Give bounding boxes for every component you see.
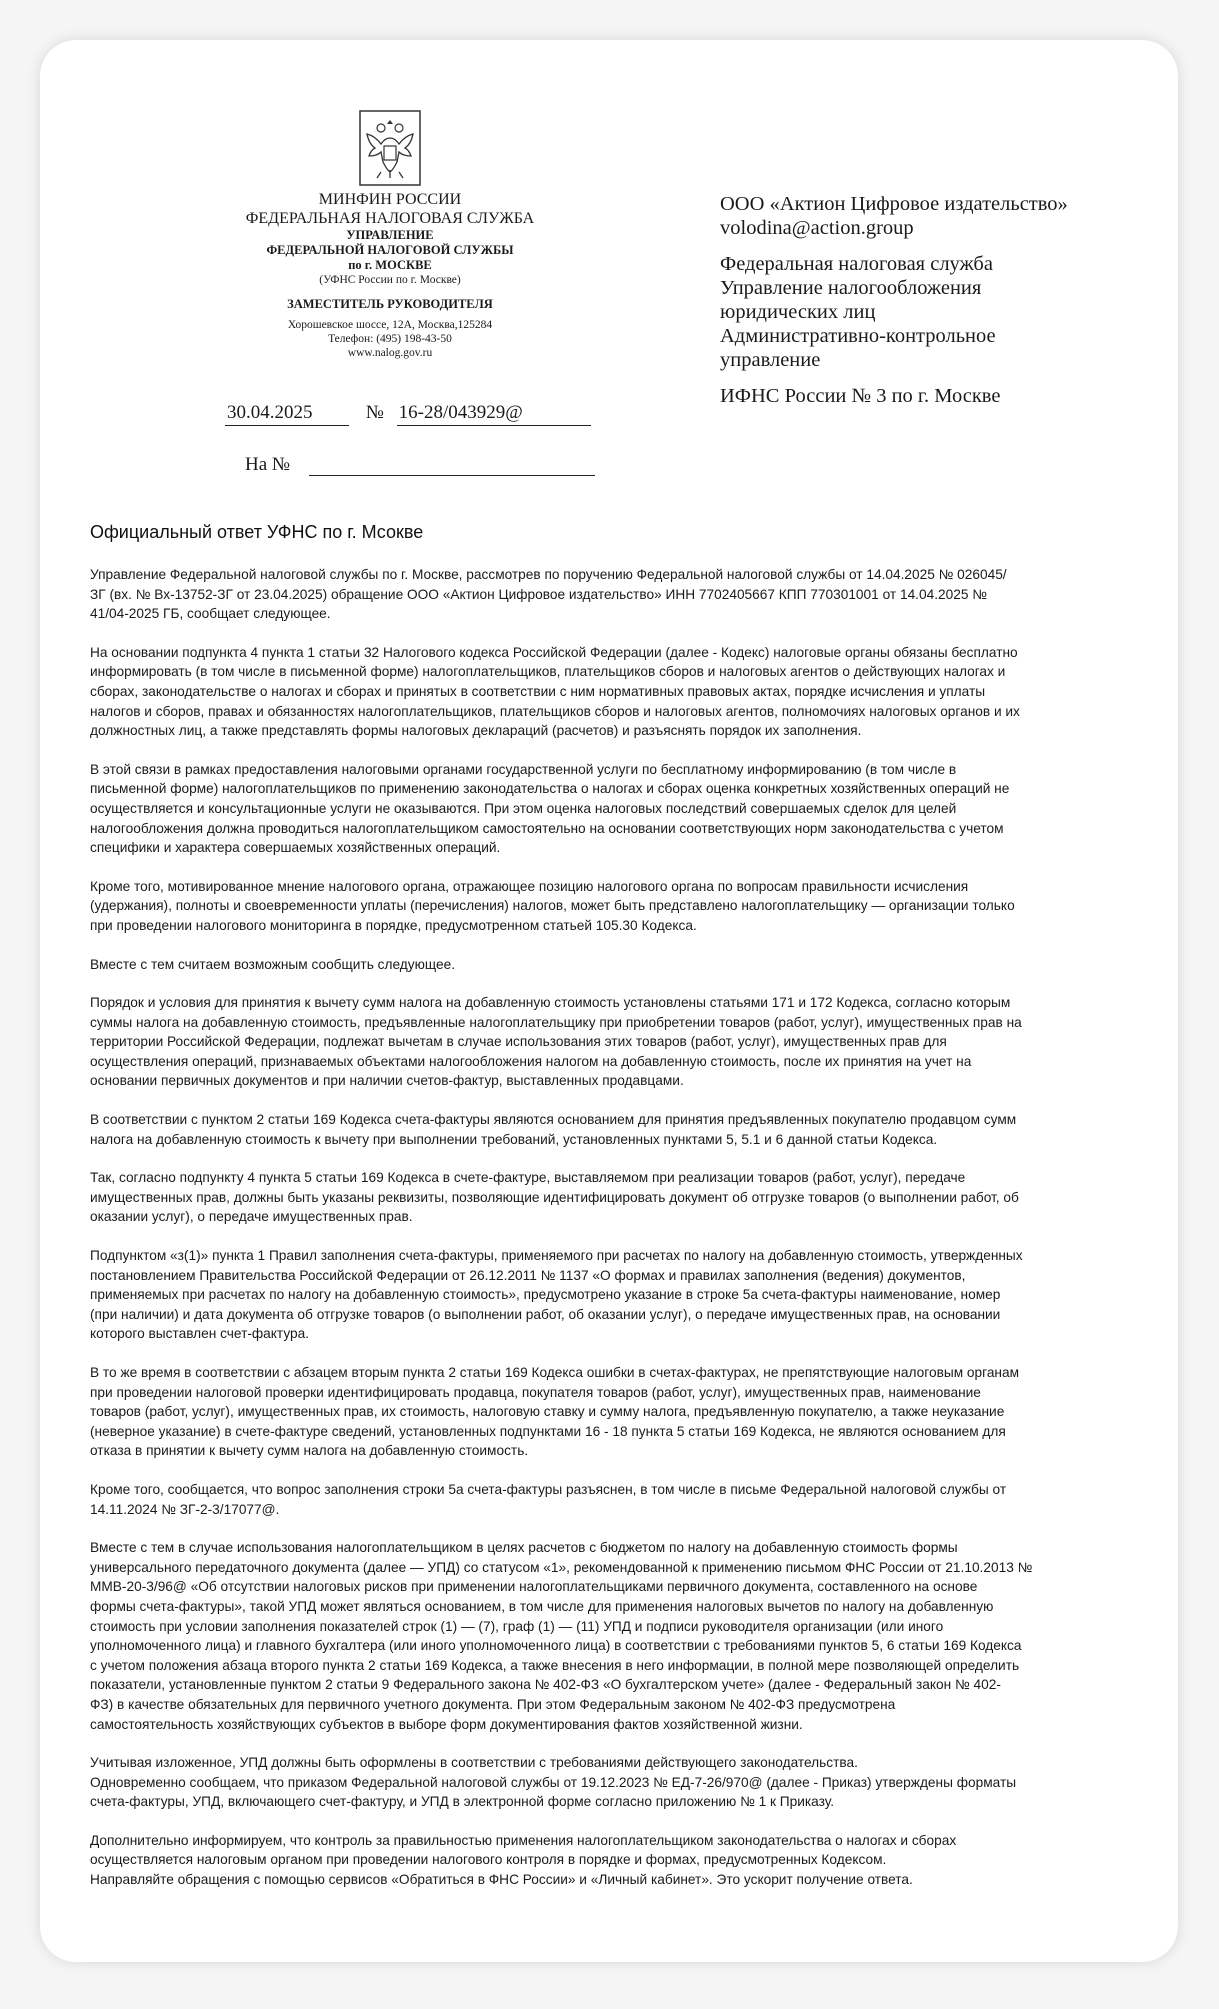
document-sheet <box>40 40 1178 1962</box>
paragraph-line: счета-фактуры, УПД, включающего счет-фактуру, и УПД в электронной форме согласно приложению № 1 к Приказу. <box>90 1794 835 1810</box>
paragraph <box>90 760 1130 858</box>
paragraph-line: ФЗ) в качестве обязательных для первичного учетного документа. При этом Федеральным законом № 402-ФЗ предусмотрена <box>90 1696 896 1712</box>
ministry-name: МИНФИН РОССИИ <box>318 191 462 208</box>
recipient-email: volodina@action.group <box>720 217 914 239</box>
paragraph-line: В этой связи в рамках предоставления налоговыми органами государственной услуги по бесплатному информированию (в том числе в <box>90 761 957 777</box>
paragraph <box>90 955 1130 975</box>
document-title: Официальный ответ УФНС по г. Мсокве <box>90 522 424 542</box>
paragraph-line: территории Российской Федерации, подлежат вычетам в случае использования этих товаров (работ, услуг), имущественных прав для <box>90 1034 947 1050</box>
paragraph <box>90 1363 1130 1461</box>
paragraph-line: специфики и характера совершаемых хозяйственных операций. <box>90 840 501 856</box>
registration-row <box>225 402 591 426</box>
paragraph-line: должностных лиц, а также представлять формы налоговых деклараций (расчетов) и разъяснять порядок их заполнения. <box>90 723 862 739</box>
paragraph-line: налога на добавленную стоимость к вычету при выполнении требований, установленных пунктами 5, 5.1 и 6 данной статьи Кодекса. <box>90 1131 938 1147</box>
paragraph-line: Одновременно сообщаем, что приказом Федеральной налоговой службы от 19.12.2023 № ЕД-7-26/970@ (далее - Приказ) утверждены форматы <box>90 1774 1017 1790</box>
paragraph-line: основании первичных документов и при наличии счетов-фактур, выставленных продавцами. <box>90 1073 684 1089</box>
registration-number: 16-28/043929@ <box>397 402 591 426</box>
dept-abbreviation: (УФНС России по г. Москве) <box>319 274 461 286</box>
paragraph <box>90 1753 1130 1812</box>
paragraph-line: с учетом положения абзаца второго пункта 2 статьи 169 Кодекса, а также внесения в него информации, в полной мере позволяющей определить <box>90 1657 1020 1673</box>
recipient-dept-line: управление <box>720 349 821 371</box>
paragraph-line: 14.11.2024 № ЗГ-2-3/17077@. <box>90 1501 280 1517</box>
paragraph-line: стоимость при условии заполнения показателей строк (1) — (7), граф (1) — (11) УПД и подписи руководителя организации (или иного <box>90 1618 944 1634</box>
paragraph-line: при проведении налогового мониторинга в порядке, предусмотренном статьей 105.30 Кодекса. <box>90 917 697 933</box>
paragraph-line: Порядок и условия для принятия к вычету сумм налога на добавленную стоимость установлены статьями 171 и 172 Кодекса, согласно которым <box>90 995 1011 1011</box>
paragraph-line: Так, согласно подпункту 4 пункта 5 статьи 169 Кодекса в счете-фактуре, выставляемом при реализации товаров (работ, услуг), передаче <box>90 1170 966 1186</box>
paragraph-line: оказании услуг), о передаче имущественных прав. <box>90 1209 413 1225</box>
paragraph-line: Подпунктом «з(1)» пункта 1 Правил заполнения счета-фактуры, применяемого при расчетах по налогу на добавленную стоимость, утвержденных <box>90 1248 1023 1264</box>
paragraph-line: ЗГ (вх. № Вх-13752-ЗГ от 23.04.2025) обращение ООО «Актион Цифровое издательство» ИНН 7702405667 КПП 770301001 от 14.04.2025 № <box>90 586 987 602</box>
paragraph-line: имущественных прав, должны быть указаны реквизиты, позволяющие идентифицировать документ об отгрузке товаров (о выполнении работ, об <box>90 1189 1019 1205</box>
paragraph-line: В то же время в соответствии с абзацем вторым пункта 2 статьи 169 Кодекса ошибки в счетах-фактурах, не препятствующие налоговым органам <box>90 1365 1020 1380</box>
paragraph-line: письменной форме) налогоплательщиков по применению законодательства о налогах и сборах оценка конкретных хозяйственных операций не <box>90 781 1010 797</box>
paragraph <box>90 1168 1130 1227</box>
paragraph-line: осуществляется налоговым органом при проведении налогового контроля в порядке и формах, предусмотренных Кодексом. <box>90 1852 887 1868</box>
reference-row <box>245 452 595 476</box>
paragraph-line: (при наличии) и дата документа об отгрузке товаров (о выполнении работ, об оказании услуг), о передаче имущественных прав, на основании <box>90 1306 1001 1322</box>
recipient-dept-line: юридических лиц <box>720 301 876 323</box>
paragraph-line: отказа в принятии к вычету сумм налога на добавленную стоимость. <box>90 1443 529 1459</box>
paragraph-line: сборах, законодательстве о налогах и сборах и принятых в соответствии с ним нормативных правовых актах, порядке исчисления и уплаты <box>90 683 986 699</box>
paragraph-line: уполномоченного лица) и главного бухгалтера (или иного уполномоченного лица) в соответствии с требованиями пунктов 5, 6 статьи 169 Кодекса <box>90 1638 1022 1654</box>
paragraph-line: ММВ-20-3/96@ «Об отсутствии налоговых рисков при применении налогоплательщиками первичного документа, составленного на основе <box>90 1579 978 1595</box>
paragraph <box>90 643 1130 741</box>
paragraph-line: налогообложения должна проводиться налогоплательщиком самостоятельно на основании соответствующих норм законодательства с учетом <box>90 820 1004 836</box>
recipient-org: ООО «Актион Цифровое издательство» <box>720 193 1068 215</box>
dept-line-1: УПРАВЛЕНИЕ <box>346 228 434 242</box>
recipient-dept-line: Управление налогообложения <box>720 277 982 299</box>
paragraph <box>90 877 1130 936</box>
paragraph-line: универсального передаточного документа (далее — УПД) со статусом «1», рекомендованной к применению письмом ФНС России от 21.10.2013 № <box>90 1559 1033 1575</box>
paragraph-line: самостоятельность хозяйствующих субъектов в выборе форм документирования фактов хозяйственной жизни. <box>90 1716 803 1732</box>
paragraph-line: Вместе с тем считаем возможным сообщить следующее. <box>90 956 456 972</box>
recipient-dept-line: Федеральная налоговая служба <box>720 253 993 275</box>
paragraph-line: (удержания), полноты и своевременности уплаты (перечисления) налогов, может быть представлено налогоплательщику — организации только <box>90 898 1015 914</box>
dept-line-3: по г. МОСКВЕ <box>348 258 432 272</box>
signatory-position: ЗАМЕСТИТЕЛЬ РУКОВОДИТЕЛЯ <box>287 297 493 311</box>
document-body <box>90 522 1130 1909</box>
paragraph-line: постановлением Правительства Российской Федерации от 26.12.2011 № 1137 «О формах и правилах заполнения (ведения) документов, <box>90 1267 966 1283</box>
paragraph-line: осуществления операций, признаваемых объектами налогообложения налогом на добавленную стоимость, после их принятия на учет на <box>90 1053 972 1069</box>
recipient-inspection: ИФНС России № 3 по г. Москве <box>720 385 1001 407</box>
paragraph-line: информировать (в том числе в письменной форме) налогоплательщиков, плательщиков сборов и налоговых агентов о действующих налогах и <box>90 664 1006 680</box>
paragraph-line: Управление Федеральной налоговой службы по г. Москве, рассмотрев по поручению Федеральной налоговой службы от 14.04.2025 № 026045/ <box>90 567 1007 582</box>
paragraph-line: На основании подпункта 4 пункта 1 статьи 32 Налогового кодекса Российской Федерации (далее - Кодекс) налоговые органы обязаны бесплатно <box>90 644 1018 660</box>
russian-coat-of-arms-icon <box>359 110 421 186</box>
paragraph <box>90 1480 1130 1519</box>
paragraph <box>90 993 1130 1091</box>
paragraph <box>90 1831 1130 1890</box>
paragraph-line: при проведении налоговой проверки идентифицировать продавца, покупателя товаров (работ, услуг), имущественных прав, наименование <box>90 1384 981 1400</box>
paragraph-line: Кроме того, мотивированное мнение налогового органа, отражающее позицию налогового органа по вопросам правильности исчисления <box>90 878 969 894</box>
address: Хорошевское шоссе, 12А, Москва,125284 <box>287 319 493 331</box>
paragraph-line: суммы налога на добавленную стоимость, предъявленные налогоплательщику при приобретении товаров (работ, услуг), имущественных прав на <box>90 1014 1022 1030</box>
paragraph <box>90 565 1130 624</box>
paragraph <box>90 1538 1130 1734</box>
paragraph-line: Кроме того, сообщается, что вопрос заполнения строки 5а счета-фактуры разъяснен, в том числе в письме Федеральной налоговой службы от <box>90 1481 1007 1497</box>
paragraph-line: осуществляется и консультационные услуги не оказываются. При этом оценка налоговых последствий совершаемых сделок для целей <box>90 800 957 816</box>
phone: Телефон: (495) 198-43-50 <box>328 333 452 345</box>
paragraph-line: Вместе с тем в случае использования налогоплательщиком в целях расчетов с бюджетом по налогу на добавленную стоимость формы <box>90 1540 958 1556</box>
paragraph-line: показатели, установленные пунктом 2 статьи 9 Федерального закона № 402-ФЗ «О бухгалтерском учете» (далее - Федеральный закон № 402- <box>90 1677 1001 1693</box>
paragraph-line: Направляйте обращения с помощью сервисов «Обратиться в ФНС России» и «Личный кабинет». Это ускорит получение ответа. <box>90 1872 913 1888</box>
reference-number <box>309 452 595 476</box>
paragraph-line: которого выставлен счет-фактура. <box>90 1326 310 1342</box>
reference-label: На № <box>245 454 291 475</box>
paragraph <box>90 1110 1130 1149</box>
paragraph-line: товаров (работ, услуг), имущественных прав, их стоимость, налоговую ставку и сумму налога, предъявленную покупателю, а также неуказание <box>90 1404 1005 1420</box>
paragraph-line: 41/04-2025 ГБ, сообщает следующее. <box>90 606 331 622</box>
service-name: ФЕДЕРАЛЬНАЯ НАЛОГОВАЯ СЛУЖБА <box>245 210 535 227</box>
paragraphs <box>90 565 1130 1890</box>
paragraph-line: (неверное указание) в счете-фактуре сведений, установленных подпунктами 16 - 18 пункта 5 статьи 169 Кодекса, не являются основанием для <box>90 1423 1006 1439</box>
recipient-dept-line: Административно-контрольное <box>720 325 996 347</box>
paragraph-line: Учитывая изложенное, УПД должны быть оформлены в соответствии с требованиями действующего законодательства. <box>90 1755 858 1771</box>
paragraph-line: В соответствии с пунктом 2 статьи 169 Кодекса счета-фактуры являются основанием для принятия предъявленных покупателю продавцом сумм <box>90 1112 1017 1128</box>
number-label: № <box>365 402 384 423</box>
paragraph <box>90 1246 1130 1344</box>
recipient-block <box>720 192 1140 420</box>
paragraph-line: Дополнительно информируем, что контроль за правильностью применения налогоплательщиком законодательства о налогах и сборах <box>90 1832 957 1848</box>
registration-date: 30.04.2025 <box>225 402 349 426</box>
website: www.nalog.gov.ru <box>347 347 433 359</box>
dept-line-2: ФЕДЕРАЛЬНОЙ НАЛОГОВОЙ СЛУЖБЫ <box>266 243 514 257</box>
paragraph-line: налогов и сборов, правах и обязанностях налогоплательщиков, плательщиков сборов и налоговых агентов, полномочиях налоговых органов и их <box>90 703 1020 719</box>
paragraph-line: формы счета-фактуры», такой УПД может являться основанием, в том числе для применения налоговых вычетов по налогу на добавленную <box>90 1598 994 1614</box>
paragraph-line: применяемых при расчетах по налогу на добавленную стоимость», предусмотрено указание в строке 5а счета-фактуры наименование, номер <box>90 1287 1001 1303</box>
letterhead <box>240 110 540 360</box>
